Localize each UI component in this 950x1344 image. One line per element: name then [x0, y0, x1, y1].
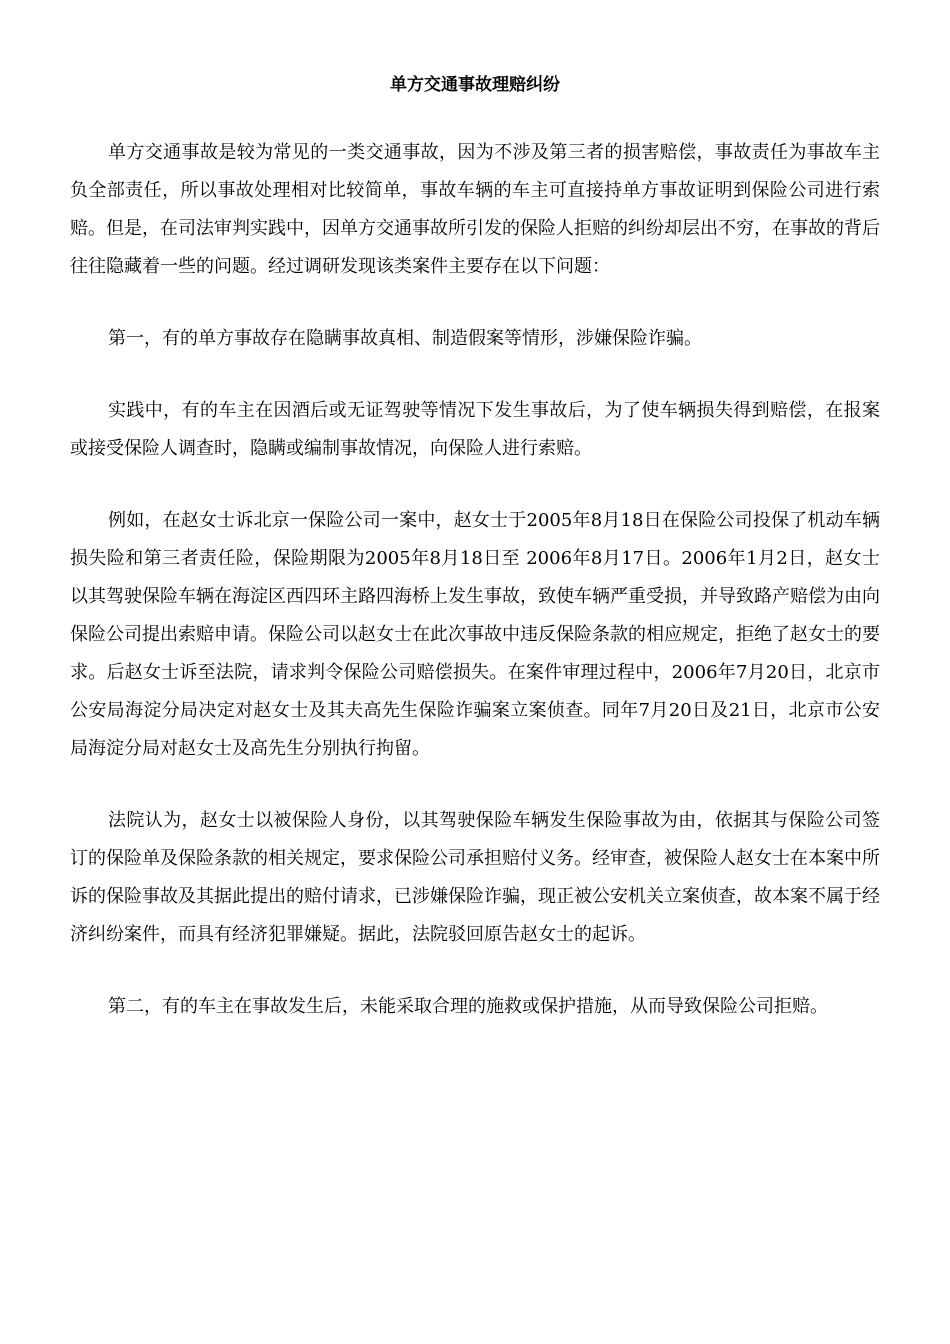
paragraph-issue-two: 第二，有的车主在事故发生后，未能采取合理的施救或保护措施，从而导致保险公司拒赔。: [108, 996, 828, 1017]
document-title: 单方交通事故理赔纠纷: [390, 75, 560, 95]
paragraph-issue-one: 第一，有的单方事故存在隐瞒事故真相、制造假案等情形，涉嫌保险诈骗。: [108, 328, 702, 349]
paragraph-court-ruling: 法院认为，赵女士以被保险人身份，以其驾驶保险车辆发生保险事故为由，依据其与保险公司签订的保险单及保险条款的相关规定，要求保险公司承担赔付义务。经审查，被保险人赵女士在本案中所诉的保险事故及其据此提出的赔付请求，已涉嫌保险诈骗，现正被公安机关立案侦查，故本案不属于经济纠纷案件，而具有经济犯罪嫌疑。据此，法院驳回原告赵女士的起诉。: [70, 810, 880, 945]
document-page: [70, 0, 880, 1026]
paragraph-case-example: 例如，在赵女士诉北京一保险公司一案中，赵女士于2005年8月18日在保险公司投保了机动车辆损失险和第三者责任险，保险期限为2005年8月18日至 2006年8月17日。2006年1月2日，赵女士以其驾驶保险车辆在海淀区西四环主路四海桥上发生事故，致使车辆严重受损，并导致路产赔偿为由向保险公司提出索赔申请。保险公司以赵女士在此次事故中违反保险条款的相应规定，拒绝了赵女士的要求。后赵女士诉至法院，请求判令保险公司赔偿损失。在案件审理过程中，2006年7月20日，北京市公安局海淀分局决定对赵女士及其夫高先生保险诈骗案立案侦查。同年7月20日及21日，北京市公安局海淀分局对赵女士及高先生分别执行拘留。: [70, 510, 880, 759]
paragraph-intro: 单方交通事故是较为常见的一类交通事故，因为不涉及第三者的损害赔偿，事故责任为事故车主负全部责任，所以事故处理相对比较简单，事故车辆的车主可直接持单方事故证明到保险公司进行索赔。但是，在司法审判实践中，因单方交通事故所引发的保险人拒赔的纠纷却层出不穷，在事故的背后往往隐藏着一些的问题。经过调研发现该类案件主要存在以下问题：: [70, 142, 880, 277]
paragraph-practice: 实践中，有的车主在因酒后或无证驾驶等情况下发生事故后，为了使车辆损失得到赔偿，在报案或接受保险人调查时，隐瞒或编制事故情况，向保险人进行索赔。: [70, 400, 880, 459]
